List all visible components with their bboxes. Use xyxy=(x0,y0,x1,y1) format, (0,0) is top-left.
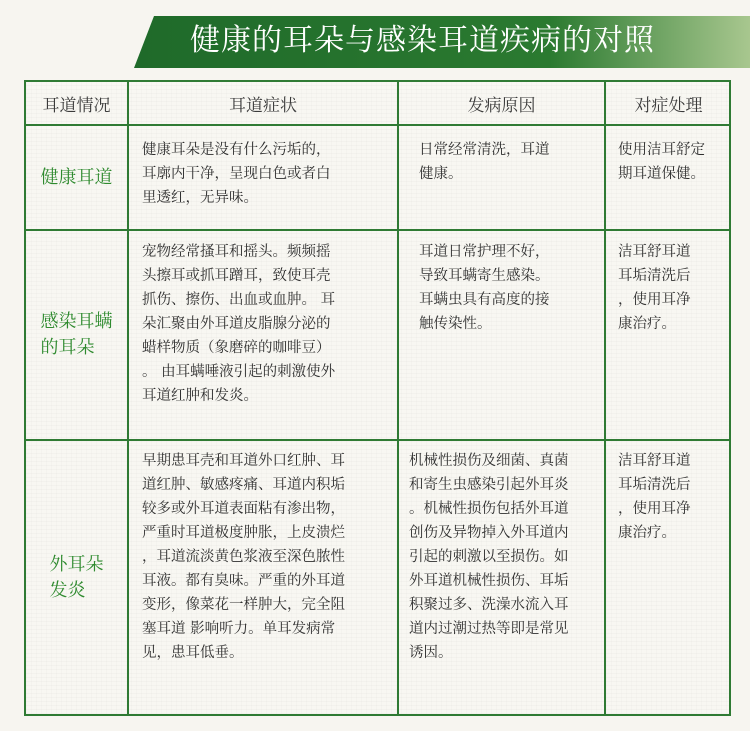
row-title-healthy: 健康耳道 xyxy=(40,166,113,188)
treatment-otitis-externa: 洁耳舒耳道 耳垢清洗后 ，使用耳净 康治疗。 xyxy=(618,453,691,541)
row-divider xyxy=(26,124,729,126)
row-divider xyxy=(26,229,729,231)
row-divider xyxy=(26,439,729,441)
column-divider xyxy=(127,82,129,714)
column-divider xyxy=(397,82,399,714)
header-symptoms: 耳道症状 xyxy=(229,95,297,116)
symptoms-healthy: 健康耳朵是没有什么污垢的， 耳廓内干净，呈现白色或者白 里透红，无异味。 xyxy=(142,142,331,206)
column-divider xyxy=(604,82,606,714)
cause-otitis-externa: 机械性损伤及细菌、真菌 和寄生虫感染引起外耳炎 。机械性损伤包括外耳道 创伤及异物掉入外耳道内 引起的刺激以至损伤。如 外耳道机械性损伤、耳垢 积聚过多、洗澡水流入耳 道内过潮过热等即是常见 诱因。 xyxy=(409,453,569,661)
comparison-table xyxy=(24,80,731,716)
cause-ear-mites: 耳道日常护理不好， 导致耳螨寄生感染。 耳螨虫具有高度的接 触传染性。 xyxy=(419,244,550,332)
symptoms-otitis-externa: 早期患耳壳和耳道外口红肿、耳 道红肿、敏感疼痛、耳道内积垢 较多或外耳道表面粘有渗出物， 严重时耳道极度肿胀，上皮溃烂 ，耳道流淡黄色浆液至深色脓性 耳液。都有臭味。严重的外耳道 变形，像菜花一样肿大，完全阻 塞耳道 影响听力。单耳发病常 见，患耳低垂。 xyxy=(142,453,345,661)
header-cause: 发病原因 xyxy=(467,95,536,116)
header-condition: 耳道情况 xyxy=(42,95,111,116)
treatment-ear-mites: 洁耳舒耳道 耳垢清洗后 ，使用耳净 康治疗。 xyxy=(618,244,691,332)
symptoms-ear-mites: 宠物经常搔耳和摇头。频频摇 头擦耳或抓耳蹭耳，致使耳壳 抓伤、擦伤、出血或血肿。 耳 朵汇聚由外耳道皮脂腺分泌的 蜡样物质（象磨碎的咖啡豆） 。 由耳螨唾液引起的刺激使外 耳道红肿和发炎。 xyxy=(142,244,336,404)
header-treatment: 对症处理 xyxy=(634,95,703,116)
row-title-ear-mites: 感染耳螨 的耳朵 xyxy=(40,311,113,358)
cause-healthy: 日常经常清洗，耳道 健康。 xyxy=(419,142,550,182)
page-title: 健康的耳朵与感染耳道疾病的对照 xyxy=(190,23,655,58)
row-title-otitis-externa: 外耳朵 发炎 xyxy=(49,553,104,601)
treatment-healthy: 使用洁耳舒定 期耳道保健。 xyxy=(618,142,705,182)
